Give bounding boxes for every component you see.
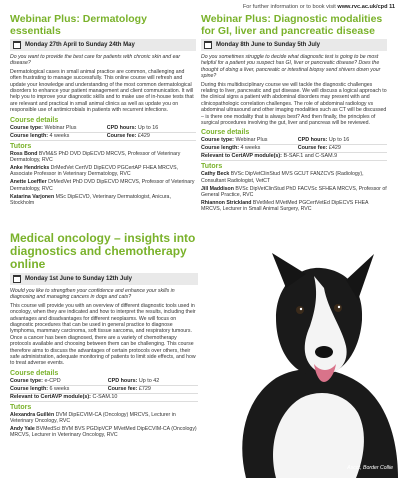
course-dates-text: Monday 27th April to Sunday 24th May (25, 42, 135, 48)
border-collie-photo (206, 248, 398, 478)
tutors-heading: Tutors (10, 142, 32, 150)
oncology-course (10, 232, 198, 441)
tutors-heading: Tutors (10, 403, 32, 411)
details-row: Course type: e-CPD CPD hours: Up to 42 (10, 378, 198, 386)
calendar-icon (13, 275, 21, 283)
course-dates-text: Monday 1st June to Sunday 12th July (25, 276, 133, 282)
photo-caption: Ascot, Border Collie (347, 465, 393, 471)
course-intro: Do you sometimes struggle to decide what diagnostic test is going to be most helpful for a patient you suspect has GI, liver or pancreatic disease? Does the thought of doing a liver, pancreatic or intestinal biopsy send shivers down your spine? (201, 54, 381, 80)
course-title: Webinar Plus: Dermatology essentials (10, 13, 147, 37)
details-row: Course length: 4 weeks Course fee: £429 (10, 133, 196, 141)
course-body: This course will provide you with an overview of different diagnostic tools used in oncology, when they are indicated and how to interpret the results, including their advantages and disadvantages for different neoplasms. We will focus on diagnostic procedures that can be used in general practice to diagnose lymphoma, mammary carcinoma, soft tissue sarcoma, and respiratory tumours. Once a cancer has been diagnosed, there are a variety of chemotherapy protocols available and choosing between them can be challenging. This course therefore aims to discuss the advantages of certain protocols over others, their safe administration, adequate monitoring of patients to limit side effects, and how to treat adverse events. (10, 302, 196, 367)
gi-diagnostics-course (201, 13, 387, 215)
course-details-heading: Course details (10, 369, 59, 377)
page-number: 11 (389, 4, 395, 10)
tutors-heading: Tutors (201, 163, 223, 171)
tutor-entry: Katarina Varjonen MSc DipECVD, Veterinary Dermatologist, Anicura, Stockholm (10, 193, 171, 207)
details-row: Course type: Webinar Plus CPD hours: Up to 16 (201, 137, 387, 145)
course-dates (201, 39, 387, 51)
course-title: Webinar Plus: Diagnostic modalities for GI, liver and pancreatic disease (201, 13, 383, 37)
tutor-entry: Alexandra Guillén DVM DipECVIM-CA (Oncology) MRCVS, Lecturer in Veterinary Oncology, RVC (10, 411, 176, 425)
relevant-modules: Relevant to CertAVP module(s): B-SAF.1 and C-SAM.9 (201, 153, 387, 161)
details-row: Course length: 4 weeks Course fee: £429 (201, 145, 387, 153)
course-body: During this multidisciplinary course we will tackle the diagnostic challenges relating to liver, pancreatic and gut disease. We will discuss a logical approach to the clinical signs a patient with abdominal disorders may present with and clinicopathologic correlation challenges. The role of abdominal radiology vs abdominal ultrasound and other imaging modalities such as CT will be discussed – is there one modality that is always best? And then finally, the principles of surgical procedures involving the gut, liver and pancreas will be reviewed. (201, 81, 387, 127)
details-row: Course length: 6 weeks Course fee: £729 (10, 386, 198, 394)
tutor-entry: Rhiannon Strickland BVetMed MVetMed PGCertVetEd DipECVS FHEA MRCVS, Lecturer in Small Animal Surgery, RVC (201, 200, 369, 213)
header-url[interactable]: www.rvc.ac.uk/cpd (337, 4, 388, 10)
tutor-entry: Cathy Beck BVSc DipVetClinStud MVS GCUT FANZCVS (Radiology), Consultant Radiologist, VetCT (201, 171, 364, 184)
calendar-icon (13, 41, 21, 49)
relevant-modules: Relevant to CertAVP module(s): C-SAM.10 (10, 394, 198, 402)
course-dates (10, 273, 198, 285)
header-info-prefix: For further information or to book visit (242, 4, 336, 10)
course-dates-text: Monday 8th June to Sunday 5th July (216, 42, 321, 48)
course-dates (10, 39, 196, 51)
tutor-entry: Anette Loeffler DrMedVet PhD DVD DipECVD MRCVS, Professor of Veterinary Dermatology, RVC (10, 179, 195, 192)
course-details-heading: Course details (201, 129, 250, 137)
course-title: Medical oncology – insights into diagnostics and chemotherapy online (10, 231, 196, 271)
tutor-entry: Andy Yale BVMedSci BVM BVS PGDipVCP MVetMed DipECVIM-CA (Oncology) MRCVS, Lecturer in Veterinary Oncology, RVC (10, 426, 197, 439)
course-intro: Do you want to provide the best care for patients with chronic skin and ear disease? (10, 54, 181, 67)
course-intro: Would you like to strengthen your confidence and enhance your skills in diagnosing and managing cancers in dogs and cats? (10, 288, 175, 301)
course-body: Dermatological cases in small animal practice are common, challenging and often frustrating to manage successfully. This online course will refresh and update your knowledge and understanding of the most common dermatological disorders to enhance your patient management and client communication. It will help you to improve your diagnostic skills and to make use of in-house tests that are relevant and practical in small animal clinics as well as update you on responsible use of antimicrobials in patients with recurrent infections. (10, 68, 194, 114)
tutor-entry: Anke Hendricks DrMedVet CertVD DipECVD PGCertAP FHEA MRCVS, Associate Professor in Veterinary Dermatology, RVC (10, 165, 178, 178)
calendar-icon (204, 41, 212, 49)
tutor-entry: Ross Bond BVM&S PhD DVD DipECVD MRCVS, Professor of Veterinary Dermatology, RVC (10, 150, 181, 163)
tutor-entry: Jill Maddison BVSc DipVetClinStud PhD FACVSc SFHEA MRCVS, Professor of General Practice, RVC (201, 185, 387, 199)
details-row: Course type: Webinar Plus CPD hours: Up to 16 (10, 125, 196, 133)
course-details-heading: Course details (10, 116, 59, 124)
dermatology-course (10, 13, 196, 208)
header-info (243, 4, 395, 10)
